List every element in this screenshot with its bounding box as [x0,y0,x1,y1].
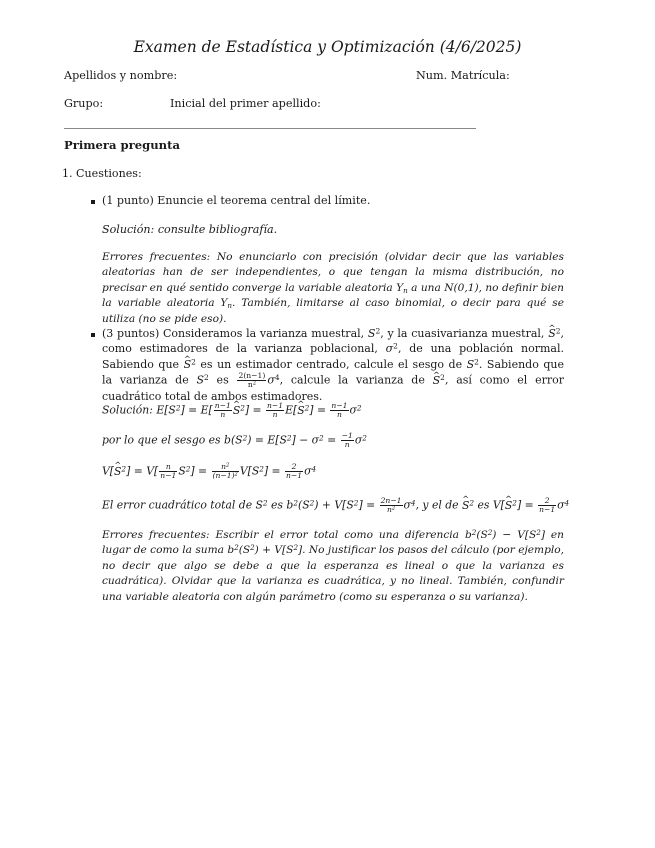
item2-solution-line-4: El error cuadrático total de $S^2$ es $b^2(S^2) + V[S^2]$ = $\frac{2n-1}{n^2}$ $\sigma^4$, y el de ^ $S^2$ es V[^ $S^2$] = $\frac{2}{n-1}$ $\sigma^4$ [102,497,569,514]
header-divider [64,128,476,129]
item1-text: (1 punto) Enuncie el teorema central del límite. [102,194,371,207]
section-title: Primera pregunta [64,138,180,152]
item2-solution-line-3: V[^ $S^2] = V$[ $\frac{n}{n-1}$ $S^2$] = $\frac{n^2}{(n-1)^2}$ $V[S^2]$ = $\frac{2}{n-1}$ $\sigma^4$ [102,463,316,480]
group-label: Grupo: [64,97,104,110]
initial-label: Inicial del primer apellido: [170,97,321,110]
item2-solution-line-2: por lo que el sesgo es $b(S^2) = E[S^2] - \sigma^2$ = $\frac{-1}{n}$ $\sigma^2$ [102,431,367,449]
item1-solution: Solución: consulte bibliografía. [102,223,278,236]
name-label: Apellidos y nombre: [64,69,178,82]
bullet-item-1 [91,200,95,204]
item2-text: (3 puntos) Consideramos la varianza muestral, $S^2$, y la cuasivarianza muestral, ^ $S^2$, como estimadores de la varianza poblacional, $\sigma^2$, de una población normal. Sabiendo que ^ $S^2$ es un estimador centrado, calcule el sesgo de $S^2$. Sabiendo que la varianza de $S^2$ es $\frac{2(n-1)}{n^2}$ $\sigma^4$, calcule la varianza de ^ $S^2$, así como el error cuadrático total de ambos estimadores. [102,326,564,405]
bullet-item-2 [91,333,95,337]
exam-title: Examen de Estadística y Optimización (4/6/2025) [133,38,522,56]
question-number: 1. [62,167,73,180]
item2-errors: Errores frecuentes: Escribir el error total como una diferencia $b^2(S^2) - V[S^2]$ en lugar de como la suma $b^2(S^2) + V[S^2]$. No justificar los pasos del cálculo (por ejemplo, no decir que algo se debe a que la esperanza es lineal o que la varianza es cuadrática). Olvidar que la varianza es cuadrática, y no lineal. También, confundir una variable aleatoria con algún parámetro (como su esperanza o su varianza). [102,527,565,603]
question-title: Cuestiones: [76,167,142,180]
id-label: Num. Matrícula: [416,69,510,82]
item2-solution-line-1: Solución: $E[S^2] = E$[ $\frac{n-1}{n}$ ^ $S^2$] = $\frac{n-1}{n}$ E[^ $S^2$] = $\frac{n-1}{n}$ $\sigma^2$ [102,402,362,419]
item1-errors: Errores frecuentes: No enunciarlo con precisión (olvidar decir que las variables aleatorias han de ser independientes, o que tengan la misma distribución, no precisar en qué sentido converge la variable aleatoria $Y_n$ a una N(0,1), no definir bien la variable aleatoria $Y_n$. También, limitarse al caso binomial, o decir para qué se utiliza (no se pide eso). [102,251,564,325]
